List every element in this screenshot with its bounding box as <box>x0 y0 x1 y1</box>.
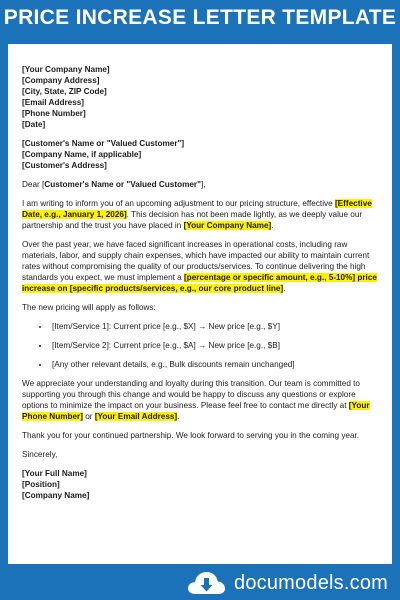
paragraph-text: . <box>271 221 274 230</box>
signature-company: [Company Name] <box>22 491 90 500</box>
paragraph-text: Over the past year, we have faced significant increases in operational costs, including raw materials, labor, and supply chain expenses, which have impacted our ability to maintain current rates without compromising the quality of our products/services. To continue delivering the high standards you expect, we must implement a <box>22 240 370 282</box>
greeting-suffix: ], <box>200 180 206 189</box>
increase-amount-placeholder: [percentage or specific amount, e.g., 5-10%] price increase on [specific products/services, e.g., our core product line] <box>22 273 377 293</box>
paragraph-intro <box>22 198 378 231</box>
paragraph-text: . <box>283 284 286 293</box>
pricing-item: • [Item/Service 2]: Current price [e.g., $A] → New price [e.g., $B] <box>50 340 378 351</box>
pricing-list <box>22 321 378 370</box>
footer-brand <box>0 566 400 600</box>
signature-name: [Your Full Name] <box>22 469 87 478</box>
title-banner <box>0 0 400 36</box>
paragraph-thanks: Thank you for your continued partnership. We look forward to serving you in the coming year. <box>22 431 360 440</box>
recipient-address: [Customer's Address] <box>22 161 107 170</box>
sender-block <box>22 64 378 130</box>
pricing-intro: The new pricing will apply as follows: <box>22 303 156 312</box>
greeting-prefix: Dear [ <box>22 180 45 189</box>
pricing-item: • [Item/Service 1]: Current price [e.g., $X] → New price [e.g., $Y] <box>50 321 378 332</box>
recipient-name: [Customer's Name or "Valued Customer"] <box>22 139 185 148</box>
pricing-item: • [Any other relevant details, e.g., Bulk discounts remain unchanged] <box>50 359 378 370</box>
closing: Sincerely, <box>22 450 58 459</box>
sender-city-state-zip: [City, State, ZIP Code] <box>22 87 107 96</box>
letter-date: [Date] <box>22 120 46 129</box>
paragraph-text: . This decision has not been made lightly, as we deeply value our partnership and the trust you have placed in <box>22 210 363 230</box>
phone-placeholder: [Your Phone Number] <box>22 401 370 421</box>
paragraph-text: I am writing to inform you of an upcoming adjustment to our pricing structure, effective <box>22 199 335 208</box>
recipient-company: [Company Name, if applicable] <box>22 150 142 159</box>
sender-company-address: [Company Address] <box>22 76 100 85</box>
brand-name[interactable]: documodels.com <box>234 571 388 594</box>
email-placeholder: [Your Email Address] <box>94 412 178 421</box>
greeting-recipient: Customer's Name or "Valued Customer" <box>44 180 201 189</box>
paragraph-text: We appreciate your understanding and loyalty during this transition. Our team is committed to supporting you through this change and would be happy to discuss any questions or explore options to minimize the impact on your business. Please feel free to contact me directly at <box>22 379 360 410</box>
paragraph-reason <box>22 239 378 294</box>
effective-date-placeholder: [Effective Date, e.g., January 1, 2026] <box>22 199 372 219</box>
company-name-placeholder: [Your Company Name] <box>183 221 272 230</box>
signature-position: [Position] <box>22 480 60 489</box>
sender-company-name: [Your Company Name] <box>22 65 110 74</box>
signature-block <box>22 468 378 501</box>
paragraph-text: . <box>177 412 180 421</box>
recipient-block <box>22 138 378 171</box>
sender-phone: [Phone Number] <box>22 109 86 118</box>
letter-page <box>8 44 392 564</box>
greeting <box>22 179 378 190</box>
paragraph-text: or <box>82 412 95 421</box>
page-title: PRICE INCREASE LETTER TEMPLATE <box>3 6 397 29</box>
paragraph-contact <box>22 378 378 422</box>
cloud-download-icon <box>186 570 226 596</box>
sender-email: [Email Address] <box>22 98 85 107</box>
